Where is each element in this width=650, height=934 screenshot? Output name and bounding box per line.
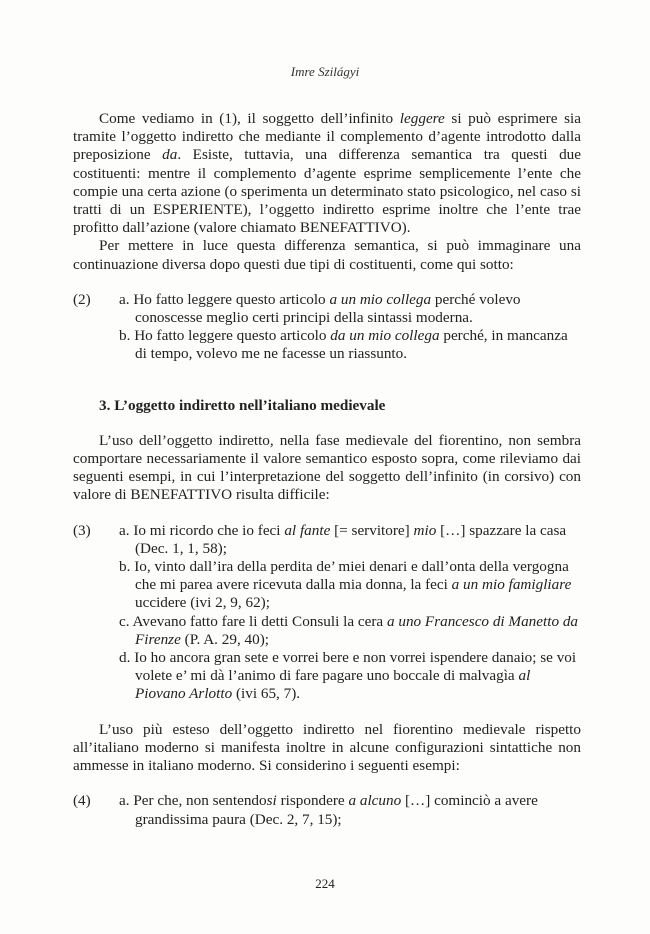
italic-term: a un mio famigliare xyxy=(451,576,572,594)
example-item xyxy=(103,613,581,649)
text-span: Io mi ricordo che io feci xyxy=(133,521,285,539)
italic-term: al Piovano Arlotto xyxy=(135,667,531,703)
text-span: . Esiste, tuttavia, una differenza semantica tra questi due costituenti: mentre il complemento d’agente esprime semplicemente l’ente che compie una certa azione (o sperimenta un determinato stato psicologico, nel caso si tratti di un ESPERIENTE), l’oggetto indiretto esprime inoltre che l’ente trae profitto dall’azione (valore chiamato BENEFATTIVO). xyxy=(73,146,581,237)
paragraph-3: L’uso dell’oggetto indiretto, nella fase medievale del fiorentino, non sembra comportare necessariamente il valore semantico esposto sopra, come rileviamo dai seguenti esempi, in cui l’interpretazione del soggetto dell’infinito (in corsivo) con valore di BENEFATTIVO risulta difficile: xyxy=(73,431,581,504)
example-items xyxy=(103,792,581,828)
italic-term: leggere xyxy=(399,110,445,127)
body-text xyxy=(73,110,581,829)
item-letter: b. xyxy=(119,558,131,576)
italic-term: da un mio collega xyxy=(330,327,440,345)
paragraph-2: Per mettere in luce questa differenza semantica, si può immaginare una continuazione diversa dopo questi due tipi di costituenti, come qui sotto: xyxy=(73,237,581,273)
example-item xyxy=(103,522,581,558)
item-letter: a. xyxy=(119,290,130,308)
text-span: [= servitore] xyxy=(330,521,414,539)
italic-term: a uno Francesco di Manetto da Firenze xyxy=(135,612,579,648)
page-number: 224 xyxy=(315,876,335,891)
item-letter: a. xyxy=(119,521,130,539)
italic-term: a alcuno xyxy=(348,792,402,810)
text-span: (P. A. 29, 40); xyxy=(180,630,270,648)
example-4 xyxy=(73,792,581,828)
paragraph-1 xyxy=(73,110,581,237)
example-items xyxy=(103,522,581,704)
section-heading: 3. L’oggetto indiretto nell’italiano medievale xyxy=(99,396,386,414)
item-letter: b. xyxy=(119,327,131,345)
item-letter: d. xyxy=(119,649,131,667)
example-2 xyxy=(73,291,581,364)
example-items xyxy=(103,291,581,364)
text-span: perché, in mancanza di tempo, volevo me ne facesse un riassunto. xyxy=(135,327,568,363)
italic-term: da xyxy=(162,146,178,164)
example-number: (2) xyxy=(73,290,91,308)
example-item xyxy=(103,792,581,828)
example-item xyxy=(103,649,581,704)
text-span: perché volevo conoscesse meglio certi principi della sintassi moderna. xyxy=(135,290,521,327)
text-span: Avevano fatto fare li detti Consuli la cera xyxy=(132,612,387,630)
italic-term: al fante xyxy=(284,521,331,539)
running-header: Imre Szilágyi xyxy=(290,64,360,79)
text-span: […] cominciò a avere grandissima paura (Dec. 2, 7, 15); xyxy=(135,792,538,828)
example-3 xyxy=(73,522,581,704)
text-span: rispondere xyxy=(276,792,349,810)
italic-term: mio xyxy=(413,521,437,539)
italic-term: a un mio collega xyxy=(329,290,432,308)
text-span: si può esprimere sia tramite l’oggetto indiretto che mediante il complemento d’agente introdotto dalla preposizione xyxy=(73,110,581,164)
text-span: Io, vinto dall’ira della perdita de’ miei denari e dall’onta della vergogna che mi parea avere ricevuta dalla mia donna, la feci xyxy=(134,558,569,594)
text-span: (ivi 65, 7). xyxy=(232,685,301,703)
example-item xyxy=(103,327,581,363)
example-item xyxy=(103,291,581,327)
example-number: (3) xyxy=(73,521,91,539)
text-span: uccidere (ivi 2, 9, 62); xyxy=(135,594,270,612)
paragraph-4: L’uso più esteso dell’oggetto indiretto nel fiorentino medievale rispetto all’italiano moderno si manifesta inoltre in alcune configurazioni sintattiche non ammesse in italiano moderno. Si considerino i seguenti esempi: xyxy=(73,720,581,775)
text-span: Come vediamo in (1), il soggetto dell’infinito xyxy=(99,110,400,127)
example-item xyxy=(103,558,581,613)
text-span: Io ho ancora gran sete e vorrei bere e non vorrei ispendere danaio; se voi volete e’ mi dà l’animo di fare pagare uno boccale di malvagìa xyxy=(134,649,577,685)
example-number: (4) xyxy=(73,792,91,810)
italic-term: si xyxy=(266,792,277,810)
text-span: Ho fatto leggere questo articolo xyxy=(133,290,330,308)
item-letter: a. xyxy=(119,792,130,810)
text-span: […] spazzare la casa (Dec. 1, 1, 58); xyxy=(135,521,567,557)
item-letter: c. xyxy=(119,612,130,630)
text-span: Ho fatto leggere questo articolo xyxy=(134,327,331,345)
text-span: Per che, non sentendo xyxy=(133,792,267,810)
